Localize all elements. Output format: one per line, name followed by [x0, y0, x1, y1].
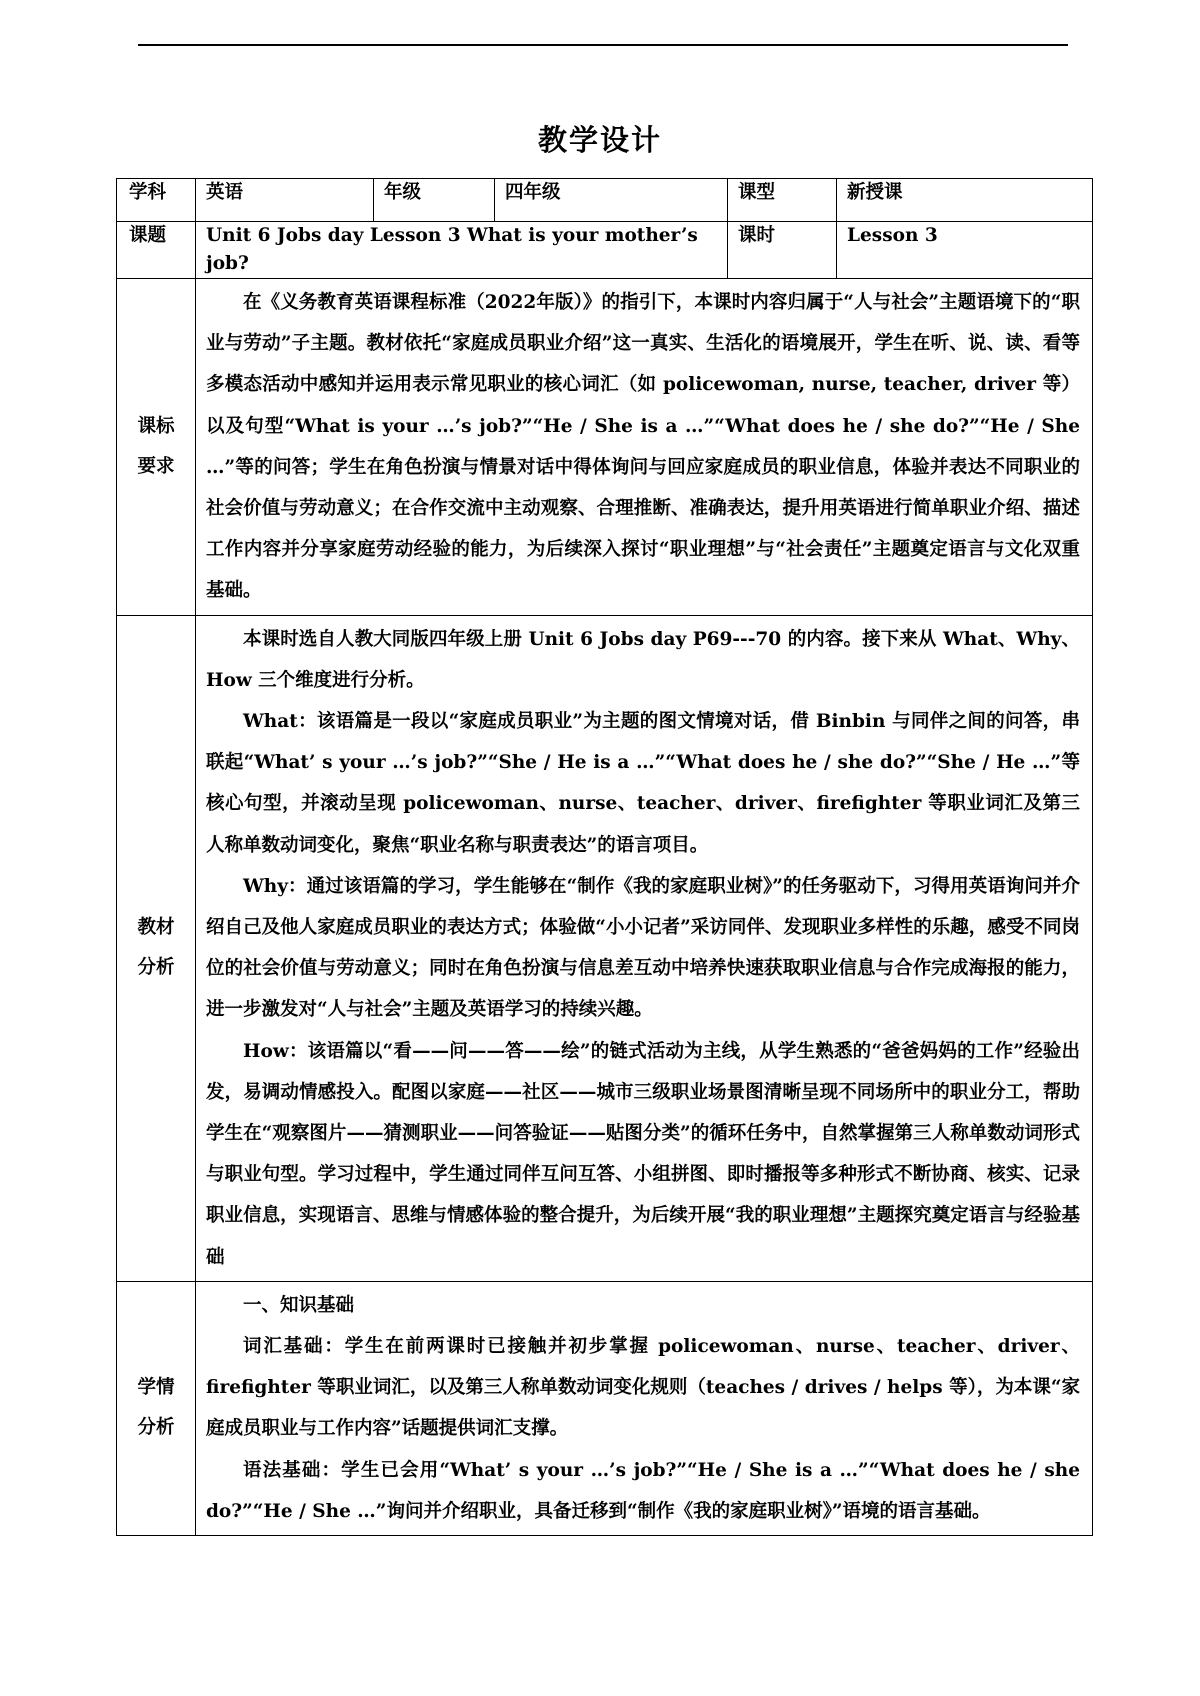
topic-label: 课题 — [117, 222, 196, 279]
learners-row — [117, 1281, 1093, 1535]
period-value: Lesson 3 — [837, 222, 1093, 279]
learners-label: 学情 分析 — [117, 1281, 196, 1535]
grade-value: 四年级 — [495, 179, 728, 222]
subject-value: 英语 — [196, 179, 374, 222]
topic-value: Unit 6 Jobs day Lesson 3 What is your mother’s job? — [196, 222, 728, 279]
material-label: 教材 分析 — [117, 615, 196, 1281]
period-label: 课时 — [728, 222, 837, 279]
learners-content — [196, 1281, 1093, 1535]
material-row — [117, 615, 1093, 1281]
paragraph: 语法基础：学生已会用“What’ s your …’s job?”“He / She is a …”“What does he / she do?”“He / She …”询问并介绍职业，具备迁移到“制作《我的家庭职业树》”语境的语言基础。 — [206, 1459, 1080, 1522]
subject-label: 学科 — [117, 179, 196, 222]
paragraph: What：该语篇是一段以“家庭成员职业”为主题的图文情境对话，借 Binbin 与同伴之间的问答，串联起“What’ s your …’s job?”“She / He is a …”“What does he / she do?”“She / He …”等核心句型，并滚动呈现 policewoman、nurse、teacher、driver、firefighter 等职业词汇及第三人称单数动词变化，聚焦“职业名称与职责表达”的语言项目。 — [206, 711, 1080, 856]
standards-label: 课标 要求 — [117, 279, 196, 616]
standards-content — [196, 279, 1093, 616]
paragraph: 词汇基础：学生在前两课时已接触并初步掌握 policewoman、nurse、teacher、driver、firefighter 等职业词汇，以及第三人称单数动词变化规则（teaches / drives / helps 等），为本课“家庭成员职业与工作内容”话题提供词汇支撑。 — [206, 1336, 1080, 1440]
standards-row — [117, 279, 1093, 616]
paragraph: 本课时选自人教大同版四年级上册 Unit 6 Jobs day P69---70 的内容。接下来从 What、Why、How 三个维度进行分析。 — [206, 628, 1080, 691]
paragraph: Why：通过该语篇的学习，学生能够在“制作《我的家庭职业树》”的任务驱动下，习得用英语询问并介绍自己及他人家庭成员职业的表达方式；体验做“小小记者”采访同伴、发现职业多样性的乐趣，感受不同岗位的社会价值与劳动意义；同时在角色扮演与信息差互动中培养快速获取职业信息与合作完成海报的能力，进一步激发对“人与社会”主题及英语学习的持续兴趣。 — [206, 875, 1080, 1021]
paragraph: 在《义务教育英语课程标准（2022年版）》的指引下，本课时内容归属于“人与社会”主题语境下的“职业与劳动”子主题。教材依托“家庭成员职业介绍”这一真实、生活化的语境展开，学生在听、说、读、看等多模态活动中感知并运用表示常见职业的核心词汇（如 policewoman, nurse, teacher, driver 等）以及句型“What is your …’s job?”“He / She is a …”“What does he / she do?”“He / She …”等的问答；学生在角色扮演与情景对话中得体询问与回应家庭成员的职业信息，体验并表达不同职业的社会价值与劳动意义；在合作交流中主动观察、合理推断、准确表达，提升用英语进行简单职业介绍、描述工作内容并分享家庭劳动经验的能力，为后续深入探讨“职业理想”与“社会责任”主题奠定语言与文化双重基础。 — [206, 292, 1080, 602]
header-row-subject — [117, 179, 1093, 222]
paragraph: 一、知识基础 — [243, 1294, 355, 1316]
header-rule — [138, 44, 1068, 46]
type-label: 课型 — [728, 179, 837, 222]
document-title: 教学设计 — [537, 123, 662, 157]
type-value: 新授课 — [837, 179, 1093, 222]
header-row-topic — [117, 222, 1093, 279]
grade-label: 年级 — [374, 179, 495, 222]
material-content — [196, 615, 1093, 1281]
lesson-plan-table — [116, 178, 1093, 1536]
paragraph: How：该语篇以“看——问——答——绘”的链式活动为主线，从学生熟悉的“爸爸妈妈的工作”经验出发，易调动情感投入。配图以家庭——社区——城市三级职业场景图清晰呈现不同场所中的职业分工，帮助学生在“观察图片——猜测职业——问答验证——贴图分类”的循环任务中，自然掌握第三人称单数动词形式与职业句型。学习过程中，学生通过同伴互问互答、小组拼图、即时播报等多种形式不断协商、核实、记录职业信息，实现语言、思维与情感体验的整合提升，为后续开展“我的职业理想”主题探究奠定语言与经验基础 — [206, 1040, 1080, 1268]
